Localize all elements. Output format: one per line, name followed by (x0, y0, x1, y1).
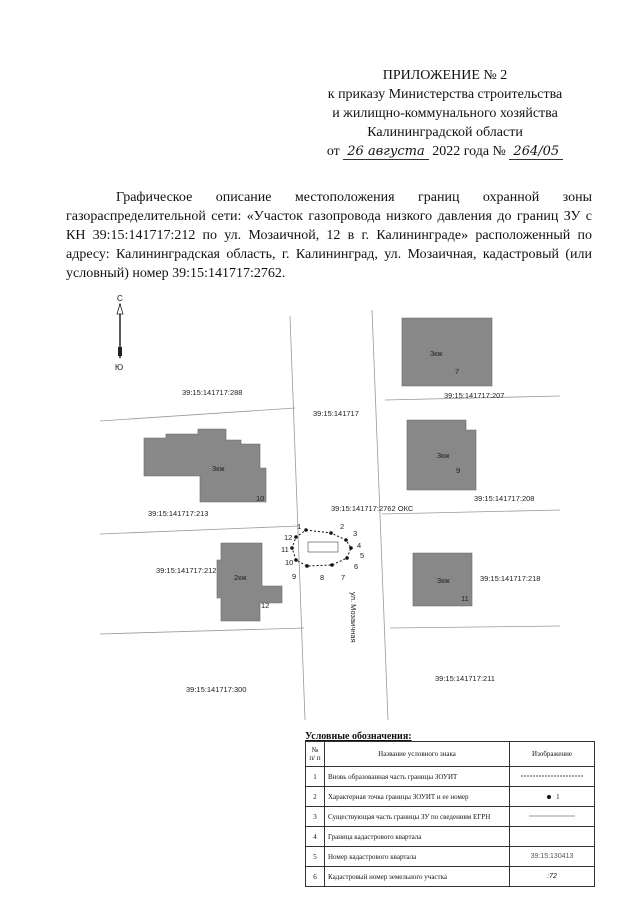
point-12: 12 (284, 533, 293, 542)
point-7: 7 (341, 573, 346, 582)
building-12 (217, 543, 282, 621)
point-2: 2 (340, 522, 345, 531)
date-prefix: от (326, 144, 340, 159)
legend-row: 5 Номер кадастрового квартала 39:15:130413 (306, 847, 595, 867)
point-4: 4 (357, 541, 362, 550)
building-11-type: 3кж (437, 576, 450, 585)
legend-row-name: Кадастровый номер земельного участка (325, 867, 510, 887)
point-11: 11 (281, 545, 289, 554)
point-3: 3 (353, 529, 358, 538)
legend-row: 3 Существующая часть границы ЗУ по сведениям ЕГРН (306, 807, 595, 827)
appendix-line-1: к приказу Министерства строительства (327, 87, 563, 102)
legend-row-name: Вновь образованная часть границы ЗОУИТ (325, 767, 510, 787)
appendix-line-3: Калининградской области (367, 125, 523, 140)
parcel-288: 39:15:141717:288 (182, 388, 243, 397)
building-7-type: 3кж (430, 349, 443, 358)
point-8: 8 (320, 573, 325, 582)
compass-south: Ю (115, 363, 124, 372)
legend-symbol-quarter-number: 39:15:130413 (510, 847, 595, 867)
quarter-label: 39:15:141717 (313, 409, 359, 418)
parcel-300: 39:15:141717:300 (186, 685, 247, 694)
point-1: 1 (297, 522, 302, 531)
legend-row: 6 Кадастровый номер земельного участка :72 (306, 867, 595, 887)
parcel-207: 39:15:141717:207 (444, 391, 505, 400)
building-12-type: 2кж (234, 573, 247, 582)
point-6: 6 (354, 562, 359, 571)
street-label: ул. Мозаичная (349, 592, 358, 643)
building-10-type: 3кж (212, 464, 225, 473)
year-text: 2022 года № (432, 144, 506, 159)
parcel-218: 39:15:141717:218 (480, 574, 541, 583)
compass-icon (115, 294, 123, 372)
legend-row: 1 Вновь образованная часть границы ЗОУИТ (306, 767, 595, 787)
legend-row-name: Номер кадастрового квартала (325, 847, 510, 867)
legend-symbol-quarter-boundary (510, 827, 595, 847)
handwritten-date: 26 августа (343, 144, 428, 160)
description-block (66, 188, 592, 283)
building-9-type: 3кж (437, 451, 450, 460)
parcel-213: 39:15:141717:213 (148, 509, 209, 518)
parcel-208: 39:15:141717:208 (474, 494, 535, 503)
building-7-num: 7 (455, 367, 460, 376)
legend-header-row (306, 742, 595, 767)
point-10: 10 (285, 558, 294, 567)
appendix-title: ПРИЛОЖЕНИЕ № 2 (382, 68, 508, 83)
appendix-line-2: и жилищно-коммунального хозяйства (332, 106, 558, 121)
legend-row-name: Характерная точка границы ЗОУИТ и ее номер (325, 787, 510, 807)
building-12-num: 12 (261, 601, 270, 610)
legend-symbol-parcel-number: :72 (510, 867, 595, 887)
handwritten-number: 264/05 (509, 144, 563, 160)
building-10 (144, 429, 266, 502)
legend-row: 2 Характерная точка границы ЗОУИТ и ее номер 1 (306, 787, 595, 807)
point-5: 5 (360, 551, 365, 560)
legend-row-name: Граница кадастрового квартала (325, 827, 510, 847)
compass-north: С (117, 294, 123, 303)
building-7 (402, 318, 492, 386)
security-zone (290, 528, 353, 568)
legend-symbol-existing-boundary (510, 807, 595, 827)
parcel-211: 39:15:141717:211 (435, 674, 495, 683)
legend-header-image: Изображение (510, 742, 595, 767)
legend-table (305, 741, 595, 887)
point-9: 9 (292, 572, 297, 581)
legend-row: 4 Граница кадастрового квартала (306, 827, 595, 847)
building-10-num: 10 (256, 494, 265, 503)
parcel-212: 39:15:141717:212 (156, 566, 217, 575)
appendix-date-line (300, 142, 590, 161)
oks-label: 39:15:141717:2762 ОКС (331, 504, 414, 513)
legend-row-name: Существующая часть границы ЗУ по сведениям ЕГРН (325, 807, 510, 827)
legend-symbol-new-boundary (510, 767, 595, 787)
description-text: Графическое описание местоположения границ охранной зоны газораспределительной сети: «Участок газопровода низкого давления до границ ЗУ с КН 39:15:141717:212 по ул. Мозаичной, 12 в г. Калининграде» расположенный по адресу: Калининградская область, г. Калининград, ул. Мозаичная, кадастровый (или условный) номер 39:15:141717:2762. (66, 190, 592, 281)
building-9-num: 9 (456, 466, 461, 475)
appendix-header (300, 66, 590, 161)
legend-symbol-point: 1 (510, 787, 595, 807)
cadastral-map (100, 290, 560, 720)
building-11-num: 11 (461, 594, 469, 603)
legend-title: Условные обозначения: (305, 731, 412, 742)
legend-header-num: № п/ п (306, 742, 325, 767)
legend-header-name: Название условного знака (325, 742, 510, 767)
